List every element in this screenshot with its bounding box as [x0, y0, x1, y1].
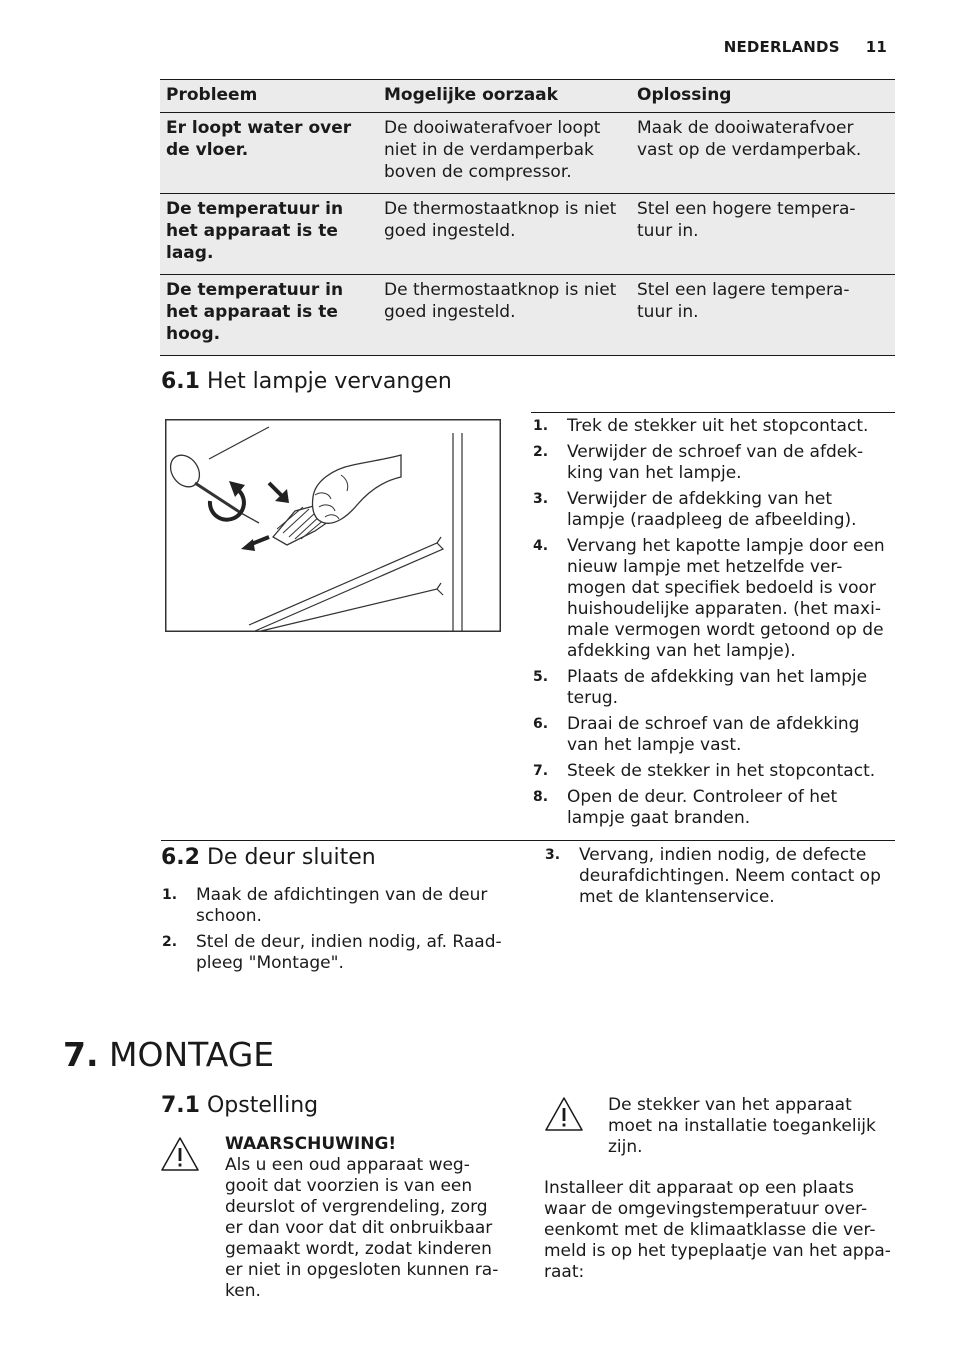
column-header: Mogelijke oorzaak [378, 80, 631, 113]
problem-cell: De temperatuur in het apparaat is te laag. [160, 194, 378, 275]
table-row [160, 194, 895, 275]
section-6-2-steps-right [545, 845, 890, 913]
list-item: 6. Draai de schroef van de afdekking van het lampje vast. [533, 714, 860, 755]
section-6-2-steps-left [162, 885, 510, 979]
column-header: Oplossing [631, 80, 895, 113]
warning-triangle-icon [544, 1096, 584, 1136]
page-header [724, 38, 887, 56]
section-number: 6.1 [161, 369, 200, 394]
section-number: 7.1 [161, 1093, 200, 1118]
list-item: 3. Vervang, indien nodig, de defecte deurafdichtingen. Neem contact op met de klantenservice. [545, 845, 881, 907]
page-number: 11 [865, 38, 887, 56]
section-7-1-heading [161, 1093, 318, 1118]
solution-cell: Stel een hogere tempera- tuur in. [631, 194, 895, 275]
section-6-2-heading [161, 845, 376, 870]
list-item: 5. Plaats de afdekking van het lampje terug. [533, 667, 868, 708]
solution-cell: Stel een lagere tempera- tuur in. [631, 275, 895, 356]
list-item: 3. Verwijder de afdekking van het lampje (raadpleeg de afbeelding). [533, 489, 857, 530]
problem-cell: Er loopt water over de vloer. [160, 113, 378, 194]
list-item: 1. Maak de afdichtingen van de deur schoon. [162, 885, 488, 926]
list-item: 2. Verwijder de schroef van de afdek- king van het lampje. [533, 442, 864, 483]
list-item: 4. Vervang het kapotte lampje door een nieuw lampje met hetzelfde ver- mogen dat specifiek bedoeld is voor huishoudelijke apparaten. (het maxi- male vermogen wordt getoond op de afdekking van het lampje). [533, 536, 885, 661]
chapter-title: MONTAGE [109, 1035, 275, 1074]
lamp-replacement-illustration [165, 419, 501, 632]
solution-cell: Maak de dooiwaterafvoer vast op de verdamperbak. [631, 113, 895, 194]
installation-paragraph: Installeer dit apparaat op een plaats waar de omgevingstemperatuur over- eenkomt met de klimaatklasse die ver- meld is op het typeplaatje van het appa- raat: [544, 1178, 891, 1282]
language-label: NEDERLANDS [723, 38, 840, 56]
warning-block [225, 1134, 507, 1302]
warning-text: Als u een oud apparaat weg- gooit dat voorzien is van een deurslot of vergrendeling, zorg er dan voor dat dit onbruikbaar gemaakt wordt, zodat kinderen er niet in opgesloten kunnen ra- ken. [225, 1155, 499, 1301]
list-item: 1. Trek de stekker uit het stopcontact. [533, 416, 869, 436]
section-title: Het lampje vervangen [206, 369, 452, 394]
section-6-1-steps [533, 416, 888, 834]
section-6-1-heading [161, 369, 452, 394]
caution-text: De stekker van het apparaat moet na installatie toegankelijk zijn. [608, 1095, 876, 1157]
table-row [160, 275, 895, 356]
chapter-number: 7. [63, 1035, 99, 1074]
cause-cell: De thermostaatknop is niet goed ingesteld. [378, 194, 631, 275]
section-number: 6.2 [161, 845, 200, 870]
table-row [160, 113, 895, 194]
list-item: 2. Stel de deur, indien nodig, af. Raad- pleeg "Montage". [162, 932, 502, 973]
divider [531, 412, 895, 413]
cause-cell: De dooiwaterafvoer loopt niet in de verdamperbak boven de compressor. [378, 113, 631, 194]
illustration-drawing [165, 419, 501, 632]
section-title: Opstelling [206, 1093, 319, 1118]
cause-cell: De thermostaatknop is niet goed ingesteld. [378, 275, 631, 356]
section-title: De deur sluiten [206, 845, 376, 870]
warning-title: WAARSCHUWING! [225, 1134, 397, 1154]
warning-triangle-icon [160, 1136, 200, 1176]
divider [161, 840, 895, 841]
chapter-7-heading [63, 1035, 274, 1074]
table-header-row [160, 80, 895, 113]
list-item: 7. Steek de stekker in het stopcontact. [533, 761, 876, 781]
list-item: 8. Open de deur. Controleer of het lampje gaat branden. [533, 787, 838, 828]
troubleshooting-table [160, 79, 895, 356]
problem-cell: De temperatuur in het apparaat is te hoog. [160, 275, 378, 356]
column-header: Probleem [160, 80, 378, 113]
